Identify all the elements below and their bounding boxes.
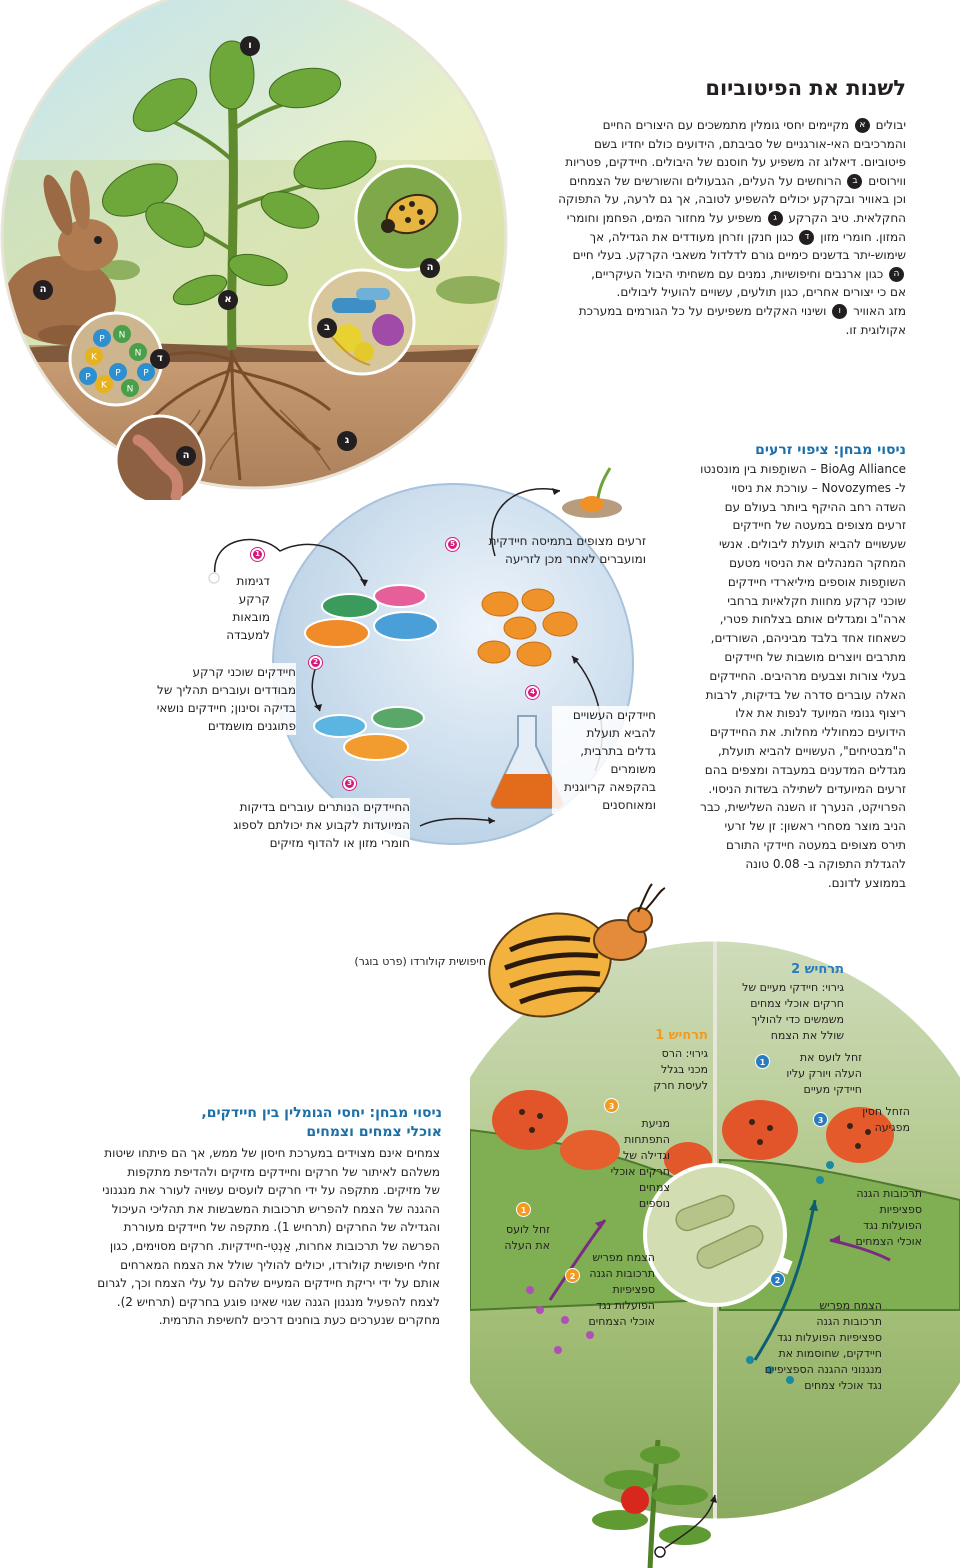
beetle-body-line: הפרשה של תרכובות אחרות, אַנְטִי-חיידקיות. חרקים מסוימים, כגון: [109, 1238, 440, 1253]
seed-step-5-line: זרעים מצופים בתמיסה חיידקית: [488, 534, 646, 548]
scen1-step-1-label: [490, 1222, 550, 1254]
seed-coating-title: ניסוי מבחן: ציפוי זרעים: [755, 442, 906, 458]
seed-body-line: בממוצע לדונם.: [827, 875, 906, 890]
seed-step-2-line: חיידקים שוכני קרקע: [192, 665, 296, 679]
inline-badge: ה: [889, 267, 904, 282]
inline-badge: ו: [832, 304, 847, 319]
scen2-step-2-line: מנגנוני ההגנה הספציפיים: [764, 1363, 882, 1376]
seed-body-line: בעלי צורות וצבעים מרהיבים. החיידקים: [709, 668, 906, 683]
intro-body-line: שימוש-יתר בדשנים כימיים גורם לדלדול משאבי הקרקע. בעלי חיים: [572, 248, 906, 263]
intro-body-line: החקלאית. טיב הקרקע ג משפיע על מחזור המים, הפחמן וחומרי: [566, 210, 906, 225]
seed-body-line: ריצוף גנומי המיועד לנפות את אלו: [735, 706, 906, 721]
beetle-inset: [356, 166, 460, 270]
seed-step-4-dot: 4: [526, 686, 539, 699]
seed-body-line: זרעים מצופים במעטה של חיידקים: [732, 518, 906, 533]
badge-animals-beetle: ה: [420, 258, 440, 278]
scen1-step-2-line: הפועלות נגד: [596, 1299, 655, 1312]
seed-step-2-dot: 2: [309, 656, 322, 669]
seed-body-line: שוכני קרקע מחוות חקלאיות ברחבי: [727, 593, 906, 608]
seed-step-3-line: חומרי מזון או להדוף מזיקים: [269, 836, 410, 850]
scenario-2-trigger: [716, 980, 844, 1044]
seed-step-4-line: גדלים בתרבית,: [580, 744, 656, 758]
beetle-body-line: של מזיקים. מתקפה על ידי חרקים לועסים עשויה לעורר את מנגנוני: [102, 1183, 440, 1198]
scen2-step-3-label: [830, 1104, 910, 1136]
seed-step-4-line: חיידקים העשויים: [572, 708, 656, 722]
seed-step-4-line: משומרים: [610, 762, 656, 776]
scenario-2-title: תרחיש 2: [791, 962, 844, 977]
scenario-2-trigger-line: שולל את הצמח: [770, 1029, 844, 1042]
scenario-2-trigger-line: חרקים אוכלי צמחים: [750, 997, 844, 1010]
scen1-step-1-line: זחל לועס: [505, 1223, 550, 1236]
seed-body-line: ארה"ב ומגדלים אותם בצלחות פטרי,: [719, 612, 906, 627]
inline-badge: ג: [768, 211, 783, 226]
nutrients-inset: [70, 313, 162, 405]
badge-animals-worm: ה: [176, 446, 196, 466]
nutrient-label: P: [143, 368, 149, 379]
scen2-compound-line: הפועלות נגד: [863, 1219, 922, 1232]
scen1-step-3-line: מניעת: [641, 1117, 670, 1130]
seed-body-line: מגדלים המדענים במעבדה ומצפים בהם: [704, 762, 906, 777]
scenario-2-trigger-line: גירוי: חיידקי מעיים של: [742, 981, 844, 994]
scen1-step-3-line: התפתחות: [624, 1133, 670, 1146]
scen2-step-2-label: [752, 1298, 882, 1394]
beetle-section-title: [140, 1104, 442, 1142]
intro-title: לשנות את הפיטוביום: [705, 76, 906, 100]
nutrient-label: N: [118, 330, 126, 341]
nutrient-label: N: [134, 348, 142, 359]
seed-body-line: BioAg Alliance – השותָפות בין מונסנטו: [700, 462, 906, 476]
scen1-step-3-dot: 3: [604, 1098, 619, 1113]
badge-weather: ו: [240, 36, 260, 56]
seed-step-3-label: [178, 798, 410, 852]
intro-body-line: אם כי יצורים אחרים, כגון תולעים, עשויים להועיל ליבולים.: [616, 285, 906, 300]
seed-step-3-line: החיידקים הנותרים עוברים בדיקות: [239, 800, 410, 814]
seed-body-line: להגדלת התפוקה ב- 0.08 טונה: [745, 856, 906, 871]
beetle-body-line: אותם על ידי יריקת חיידקים המעיים שלהם על עלי הצמח וכך, לגרום: [97, 1276, 440, 1291]
badge-crop: א: [218, 290, 238, 310]
scen1-step-2-line: הצמח מפריש: [592, 1251, 655, 1264]
intro-body: [480, 116, 906, 339]
scenario-1-trigger-line: גירוי: הרס: [661, 1047, 708, 1060]
seed-step-4-line: בהקפאה קריוגנית: [563, 780, 656, 794]
seed-step-5-dot: 5: [446, 538, 459, 551]
seed-body-line: הידועים כמחוללי מחלות. את החיידקים: [709, 725, 906, 740]
seed-step-2-line: פתוגנים מושמדים: [207, 719, 296, 733]
intro-body-line: וכן באוויר ובקרקע יכולים להשפיע לטובה, אך גם לרעה, על התפוקה: [558, 192, 906, 207]
beetle-body-line: לצמח להפעיל מנגנון הגנה שגוי שאינו פוגע בחרקים (תרחיש 2).: [116, 1294, 440, 1309]
intro-body-line: והמרכיבים האי-אורגניים של סביבתם, הידועים כולם יחדיו בשם: [593, 136, 906, 151]
seed-step-1-line: למעבדה: [226, 628, 270, 642]
scen2-compound-label: [836, 1186, 922, 1250]
scen2-step-3-line: מפגיעה: [874, 1121, 910, 1134]
scen2-compound-line: אוכלי הצמחים: [855, 1235, 922, 1248]
seed-step-3-line: המיועדות לקבוע את יכולתם לספוג: [233, 818, 410, 832]
scen1-step-3-line: חרקים אוכלי: [610, 1165, 670, 1178]
scenario-2-trigger-line: משמשים כדי להוליך: [751, 1013, 844, 1026]
seed-body-line: המחקר המנהלים את הניסוי מטעם: [729, 555, 906, 570]
scen2-step-1-line: חיידקי מעיים: [803, 1083, 862, 1096]
seed-body-line: מתרבים ויוצרים מושבות של חיידקים: [724, 649, 906, 664]
scenario-1-trigger-line: לעיסת חרק: [653, 1079, 708, 1092]
beetle-title-line: ניסוי מבחן: יחסי הגומלין בין חיידקים,: [201, 1105, 442, 1121]
scen2-step-3-line: הזחל חסין: [862, 1105, 910, 1118]
beetle-body-line: זחלי חיפושית קולורדו, יכולים להוליך שולל את הצמח המארחים: [120, 1257, 440, 1272]
seed-body-line: האלה עוברים סדרה של בדיקות, לרבות: [705, 687, 906, 702]
seed-step-3-dot: 3: [343, 777, 356, 790]
scenario-1-trigger: [600, 1046, 708, 1094]
seed-step-5-line: ומועברים לאחר מכן לזריעה: [504, 552, 646, 566]
seed-body-line: הפרויקט, הנערך זו השנה השלישית, כבר: [700, 800, 906, 815]
intro-body-line: המזון. חומרי מזון ד כגון חנקן וזרחן מעודדים את הגדילה, אך: [589, 229, 906, 244]
seed-body-line: השדה רחב ההיקף ביותר בעולם עם: [724, 499, 906, 514]
badge-microbes: ב: [317, 318, 337, 338]
phytobiome-illustration: [0, 0, 520, 500]
seed-body-line: השותָפות אוספים מיליארדי חיידקים: [727, 574, 906, 589]
beetle-body-line: והגדילה של החרקים (תרחיש 1). מתקפה של חיידקים מעוררת: [123, 1220, 440, 1235]
scen1-step-3-line: וגדילה של: [623, 1149, 670, 1162]
nutrient-label: K: [91, 352, 97, 363]
seed-body-line: שעשויים להביא תועלת ליבולים. אנשי: [718, 537, 906, 552]
seed-step-2-label: [118, 663, 296, 735]
scen2-step-2-line: ספציפיות הפועלות נגד: [777, 1331, 882, 1344]
intro-body-line: אקולוגית זו.: [845, 322, 906, 337]
nutrient-label: P: [85, 372, 91, 383]
scen2-step-1-label: [762, 1050, 862, 1098]
seed-step-1-dot: 1: [251, 548, 264, 561]
badge-animals-rabbit: ה: [33, 280, 53, 300]
beetle-body-line: צמחים אינם מצוידים במערכת חיסון של ממש, אך הם פיתחו שיטות: [104, 1146, 440, 1160]
seed-body-line: ה"מבטיחים", העשויים להביא תועלת,: [717, 743, 906, 758]
seed-body-line: תירס מצופים במעטה חיידקי התורם: [726, 837, 906, 852]
seed-step-1-line: דגימות: [236, 574, 270, 588]
seed-step-4-line: להביא תועלת: [586, 726, 656, 740]
intro-body-line: יבולים א מקיימים יחסי גומלין מתמשכים עם היצורים החיים: [602, 118, 906, 132]
seed-body-line: ל- Novozymes – עורכת את ניסוי: [731, 480, 906, 495]
inline-badge: ב: [847, 174, 862, 189]
beetle-caption: חיפושית קולורדו (פרט בוגר): [354, 955, 486, 968]
nutrient-label: P: [115, 368, 121, 379]
seed-step-1-line: קרקע: [238, 592, 270, 606]
seed-step-1-label: [190, 572, 270, 644]
inline-badge: א: [855, 118, 870, 133]
scen2-step-1-line: זחל לועס את: [799, 1051, 862, 1064]
intro-body-line: פיטוביום. דיאלוג זה משפיע על חוסנם של היבולים. חיידקים, פטריות: [565, 155, 906, 170]
intro-body-line: ה כגון ארנבים וחיפושיות, נמנים עם משחיתי היבול העיקריים,: [480, 265, 906, 284]
beetle-body-line: משלהם לאיתור של חרקים וחיידקים מזיקים ולהדיפת מתקפות: [127, 1164, 440, 1179]
scen2-compound-line: ספציפיות: [879, 1203, 922, 1216]
scen2-step-2-line: נגד אוכלי צמחים: [804, 1379, 882, 1392]
beetle-section-body: [40, 1144, 440, 1330]
seed-step-4-line: ומאוחסנים: [602, 798, 656, 812]
scen1-step-2-line: אוכלי הצמחים: [588, 1315, 655, 1328]
seed-body-line: כשאחוז אחד בלבד מביניהם, השורדים,: [710, 631, 906, 646]
nutrient-label: N: [126, 384, 134, 395]
scen2-step-2-line: תרכובות הגנה: [816, 1315, 882, 1328]
nutrient-label: P: [99, 334, 105, 345]
scen1-step-1-line: את העלה: [504, 1239, 550, 1252]
seed-step-1-line: מובאות: [232, 610, 270, 624]
inline-badge: ד: [799, 230, 814, 245]
scen1-step-3-line: צמחים: [639, 1181, 670, 1194]
scen1-step-1-dot: 1: [516, 1202, 531, 1217]
scen1-step-2-label: [575, 1250, 655, 1330]
scen1-step-2-line: תרכובות הגנה: [589, 1267, 655, 1280]
seed-step-2-line: מבודדים ועוברים תהליך של: [157, 683, 296, 697]
scen2-step-2-line: הצמח מפריש: [819, 1299, 882, 1312]
scen2-step-1-line: העלה ויורק עליו: [786, 1067, 862, 1080]
intro-body-line: ווירוסים ב הרוחשים על העלים, הגבעולים והשורשים של הצמחים: [569, 173, 906, 188]
nutrient-label: K: [101, 380, 107, 391]
badge-soil: ג: [337, 431, 357, 451]
beetle-body-line: מחקרים שנערכים כעת בוחנים דרכים לחשיפת התרמית.: [158, 1313, 440, 1328]
scen1-step-3-line: נוספים: [638, 1197, 670, 1210]
scen1-step-3-label: [600, 1116, 670, 1212]
beetle-body-line: ההגנה של הצמח להפריש תרכובות המשבשות את תהליכי העיכול: [111, 1201, 440, 1216]
seed-body-line: הניב מוצר מסחרי ראשון: זן של זרעי: [724, 819, 906, 834]
scen2-compound-line: תרכובות הגנה: [856, 1187, 922, 1200]
seed-step-2-line: בדיקה וסינון; חיידקים נושאי: [156, 701, 296, 715]
beetle-title-line: אוכלי צמחים וצמחים: [306, 1124, 442, 1140]
seed-body-line: זרעים המיועדים לשתילה בשדות הניסוי.: [708, 781, 906, 796]
sprouting-seed: [562, 468, 622, 518]
scen2-step-3-dot: 3: [813, 1112, 828, 1127]
badge-nutrients: ד: [150, 349, 170, 369]
seed-step-4-label: [552, 706, 656, 814]
scenario-1-trigger-line: מכני בגלל: [660, 1063, 708, 1076]
scen2-step-2-line: חיידקים, שחוסמות את: [778, 1347, 882, 1360]
scenario-1-title: תרחיש 1: [655, 1028, 708, 1043]
seed-coating-body: [660, 460, 906, 892]
scen2-step-2-dot: 2: [770, 1272, 785, 1287]
scen2-step-1-dot: 1: [755, 1054, 770, 1069]
intro-body-line: מזג האוויר ו ושינוי האקלים משפיעים על כל הגורמים במערכת: [578, 303, 906, 318]
scen1-step-2-line: ספציפיות: [612, 1283, 655, 1296]
seed-step-5-label: [420, 532, 646, 568]
scen1-step-2-dot: 2: [565, 1268, 580, 1283]
